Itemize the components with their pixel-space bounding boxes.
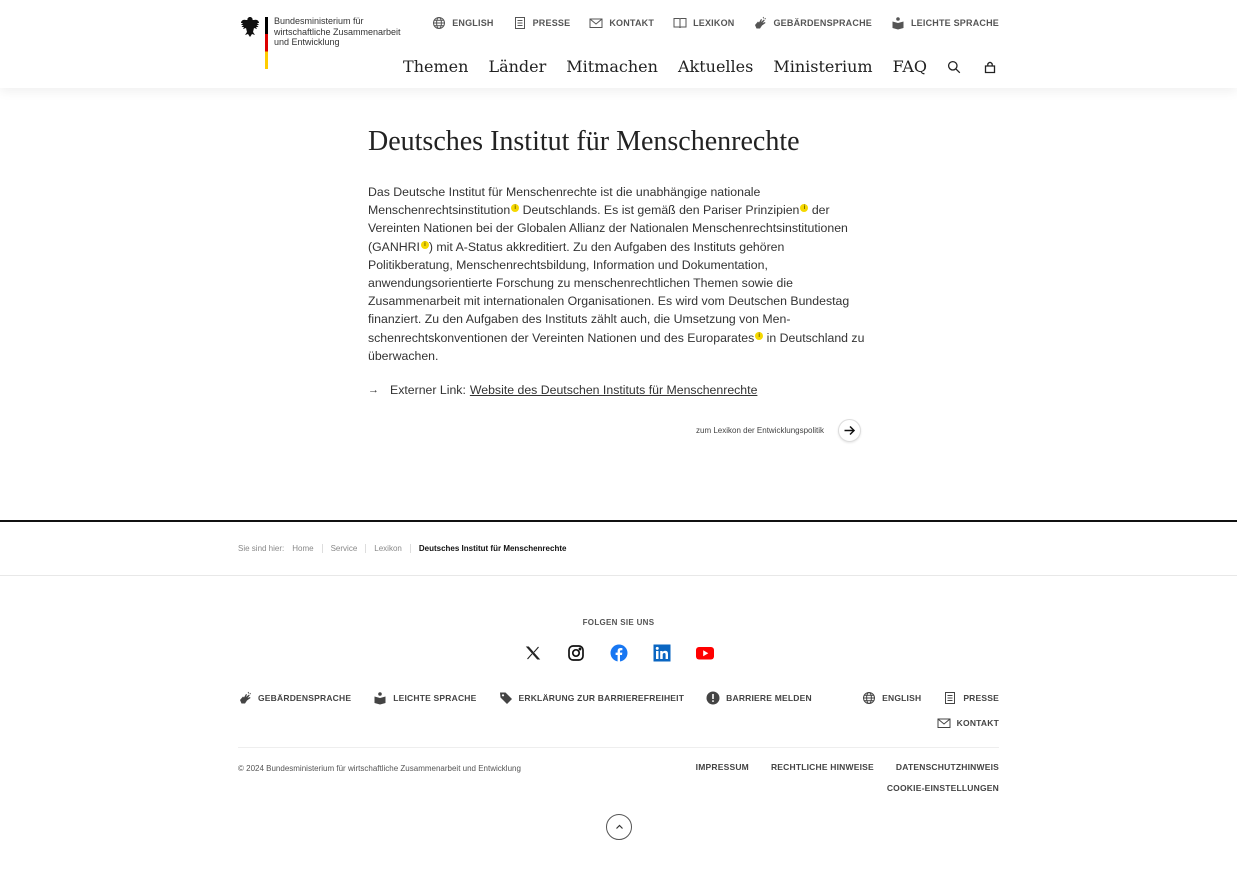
footer-link-barrierefreiheit[interactable]: [499, 691, 685, 705]
breadcrumb-separator: [410, 544, 411, 553]
accessibility-links: [238, 691, 812, 705]
shopping-bag-icon: [983, 60, 997, 74]
globe-icon: [432, 16, 446, 30]
footer-link-kontakt[interactable]: [937, 716, 999, 730]
service-link-leichte-sprache[interactable]: [891, 16, 999, 30]
youtube-icon[interactable]: [696, 644, 714, 662]
service-link-label: PRESSE: [532, 18, 571, 28]
facebook-icon[interactable]: [610, 644, 628, 662]
info-icon[interactable]: i: [800, 204, 808, 212]
breadcrumb-separator: [322, 544, 323, 553]
legal-link-datenschutz[interactable]: DATENSCHUTZHINWEIS: [895, 762, 999, 772]
breadcrumb-service[interactable]: Service: [330, 544, 358, 553]
back-to-top-button[interactable]: [606, 814, 632, 840]
site-header: [0, 0, 1237, 88]
easy-language-icon: [891, 16, 905, 30]
paragraph-text: ) mit A-Status akkreditiert. Zu den Aufgaben des Instituts gehören Politikberatung, Menschenrechtsbildung, Information und Dokumentation, anwendungsorientierte Forschung zu menschenrechtlichen Themen sowie die Zusammenarbeit mit internationalen Organisationen. Es wird vom Deutschen Bundestag finanziert. Zu den Aufgaben des Instituts zählt auch, die Umsetzung von Menschenrechtskonventionen der Vereinten Nationen und des Europarates: [368, 239, 850, 345]
paragraph-text: Das Deutsche Institut für Menschenrechte ist die unabhängige nationale Menschenrechtsinstitution: [368, 185, 761, 218]
legal-links: [696, 762, 999, 772]
follow-us-heading: FOLGEN SIE UNS: [582, 618, 655, 627]
footer-link-presse[interactable]: [943, 691, 999, 705]
section-divider: [0, 520, 1237, 522]
footer-link-label: ENGLISH: [882, 693, 922, 703]
service-navigation: [432, 16, 999, 30]
book-icon: [673, 16, 687, 30]
footer-contact-links: [937, 716, 999, 730]
breadcrumb-lexikon[interactable]: Lexikon: [374, 544, 402, 553]
footer-link-english[interactable]: [862, 691, 921, 705]
sign-language-icon: [753, 16, 767, 30]
external-link-prefix: Externer Link:: [390, 383, 466, 398]
breadcrumb-divider: [0, 575, 1237, 576]
footer-link-leichte-sprache[interactable]: [373, 691, 476, 705]
legal-link-rechtliche-hinweise[interactable]: RECHTLICHE HINWEISE: [770, 762, 874, 772]
footer-link-label: GEBÄRDENSPRACHE: [258, 693, 352, 703]
easy-language-icon: [373, 691, 387, 705]
info-icon[interactable]: i: [421, 241, 429, 249]
mail-icon: [589, 16, 603, 30]
paragraph-text: Deutschlands. Es ist gemäß den Pariser Prinzipien: [519, 203, 800, 218]
arrow-right-icon: [843, 424, 856, 437]
mail-icon: [937, 716, 951, 730]
footer-link-label: PRESSE: [963, 693, 999, 703]
footer-link-label: LEICHTE SPRACHE: [393, 693, 477, 703]
service-link-label: LEICHTE SPRACHE: [910, 18, 999, 28]
service-link-label: KONTAKT: [609, 18, 655, 28]
external-link[interactable]: Website des Deutschen Instituts für Menschenrechte: [469, 383, 758, 398]
breadcrumb-current: Deutsches Institut für Menschenrechte: [418, 544, 567, 553]
sign-language-icon: [238, 691, 252, 705]
footer-link-label: BARRIERE MELDEN: [726, 693, 812, 703]
main-navigation: [403, 57, 999, 76]
service-link-lexikon[interactable]: [673, 16, 734, 30]
service-link-gebaerdensprache[interactable]: [753, 16, 872, 30]
article-paragraph: [368, 183, 870, 365]
external-link-row: [368, 383, 870, 397]
nav-item-mitmachen[interactable]: Mitmachen: [566, 57, 658, 76]
tag-icon: [499, 691, 513, 705]
copyright: © 2024 Bundesministerium für wirtschaftliche Zusammenarbeit und Entwicklung: [238, 764, 521, 773]
arrow-right-icon: →: [368, 384, 379, 397]
service-link-label: GEBÄRDENSPRACHE: [773, 18, 872, 28]
footer-link-gebaerdensprache[interactable]: [238, 691, 351, 705]
nav-item-aktuelles[interactable]: Aktuelles: [677, 57, 754, 76]
x-icon[interactable]: [524, 644, 542, 662]
breadcrumb-home[interactable]: Home: [292, 544, 314, 553]
lexikon-arrow-button[interactable]: [838, 419, 861, 442]
legal-links-secondary: [887, 783, 999, 793]
breadcrumb: [238, 544, 566, 553]
search-button[interactable]: [947, 59, 963, 75]
nav-item-ministerium[interactable]: Ministerium: [773, 57, 873, 76]
footer-link-label: KONTAKT: [956, 718, 999, 728]
german-flag-bar: [265, 17, 268, 69]
info-icon[interactable]: i: [755, 332, 763, 340]
service-link-english[interactable]: [432, 16, 493, 30]
nav-item-themen[interactable]: Themen: [403, 57, 469, 76]
paragraph-text: in Deutschland zu überwachen.: [368, 330, 865, 363]
legal-link-cookie-settings[interactable]: COOKIE-EINSTELLUNGEN: [886, 783, 999, 793]
document-icon: [513, 16, 527, 30]
federal-eagle-icon: [240, 16, 260, 38]
ministry-logo[interactable]: [240, 16, 404, 69]
globe-icon: [862, 691, 876, 705]
legal-link-impressum[interactable]: IMPRESSUM: [695, 762, 749, 772]
search-icon: [947, 60, 961, 74]
footer-divider: [238, 747, 999, 748]
footer-link-barriere-melden[interactable]: [706, 691, 812, 705]
social-links: [0, 644, 1237, 662]
service-link-kontakt[interactable]: [589, 16, 654, 30]
document-icon: [943, 691, 957, 705]
page-title: Deutsches Institut für Menschenrechte: [368, 126, 800, 157]
service-link-label: ENGLISH: [452, 18, 494, 28]
ministry-name: Bundesministerium für wirtschaftliche Zusammenarbeit und Entwicklung: [274, 16, 401, 47]
shopping-bag-button[interactable]: [983, 59, 999, 75]
nav-item-faq[interactable]: FAQ: [892, 57, 927, 76]
alert-icon: [706, 691, 720, 705]
info-icon[interactable]: i: [511, 204, 519, 212]
linkedin-icon[interactable]: [653, 644, 671, 662]
lexikon-link[interactable]: [696, 419, 861, 442]
instagram-icon[interactable]: [567, 644, 585, 662]
service-link-presse[interactable]: [513, 16, 571, 30]
breadcrumb-label: Sie sind hier:: [238, 544, 285, 553]
service-link-label: LEXIKON: [693, 18, 735, 28]
nav-item-laender[interactable]: Länder: [488, 57, 547, 76]
chevron-up-icon: [615, 824, 624, 830]
footer-service-links: [862, 691, 999, 705]
breadcrumb-separator: [365, 544, 366, 553]
article-content: [368, 125, 870, 397]
paragraph-text: der Vereinten Nationen bei der Globalen Allianz der Nationalen Menschenrechtsinstitutionen (GANHRI: [368, 203, 848, 254]
footer-link-label: ERKLÄRUNG ZUR BARRIEREFREIHEIT: [518, 693, 685, 703]
lexikon-link-label: zum Lexikon der Entwicklungspolitik: [696, 426, 825, 435]
